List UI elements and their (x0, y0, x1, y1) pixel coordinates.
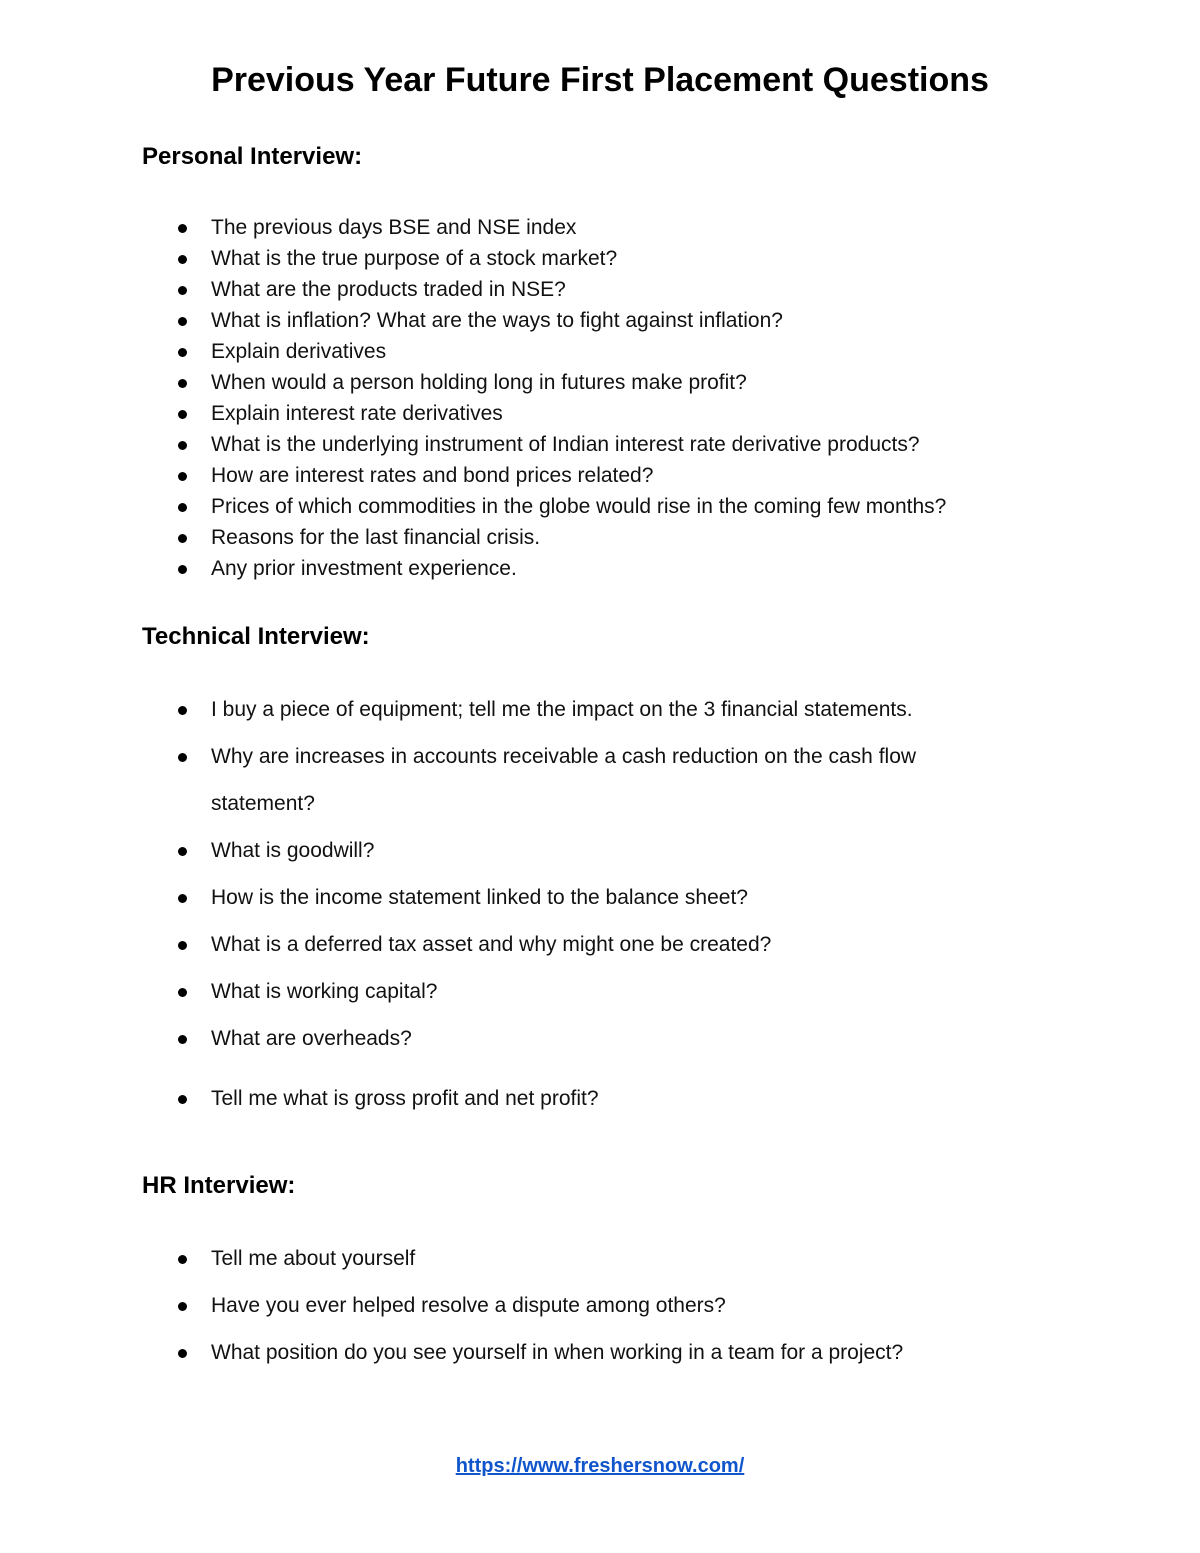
bullet-icon (178, 348, 187, 357)
section-heading-personal: Personal Interview: (142, 143, 363, 170)
list-item: What are overheads? (0, 1015, 1000, 1062)
list-item: What is a deferred tax asset and why might one be created? (0, 921, 1000, 968)
list-item: Tell me about yourself (0, 1235, 1100, 1282)
page-title: Previous Year Future First Placement Questions (211, 61, 989, 99)
hr-question-list (0, 1235, 1100, 1376)
list-item: What are the products traded in NSE? (0, 276, 1100, 307)
bullet-icon (178, 534, 187, 543)
bullet-icon (178, 1095, 187, 1104)
list-item: Have you ever helped resolve a dispute among others? (0, 1282, 1100, 1329)
list-item: I buy a piece of equipment; tell me the impact on the 3 financial statements. (0, 686, 1000, 733)
bullet-icon (178, 286, 187, 295)
bullet-icon (178, 379, 187, 388)
footer-link[interactable]: https://www.freshersnow.com/ (455, 1455, 745, 1477)
list-item: What position do you see yourself in when working in a team for a project? (0, 1329, 1100, 1376)
section-heading-technical: Technical Interview: (142, 623, 370, 650)
bullet-icon (178, 441, 187, 450)
list-item: Reasons for the last financial crisis. (0, 524, 1100, 555)
list-item: Tell me what is gross profit and net profit? (0, 1075, 1000, 1122)
list-item: The previous days BSE and NSE index (0, 214, 1100, 245)
bullet-icon (178, 706, 187, 715)
bullet-icon (178, 565, 187, 574)
list-item: Explain interest rate derivatives (0, 400, 1100, 431)
list-item: What is working capital? (0, 968, 1000, 1015)
bullet-icon (178, 941, 187, 950)
list-item: Why are increases in accounts receivable a cash reduction on the cash flow statement? (0, 733, 1000, 827)
bullet-icon (178, 503, 187, 512)
bullet-icon (178, 753, 187, 762)
bullet-icon (178, 410, 187, 419)
list-item: What is inflation? What are the ways to fight against inflation? (0, 307, 1100, 338)
section-heading-hr: HR Interview: (142, 1172, 296, 1199)
list-item: How are interest rates and bond prices related? (0, 462, 1100, 493)
bullet-icon (178, 472, 187, 481)
bullet-icon (178, 1302, 187, 1311)
bullet-icon (178, 224, 187, 233)
technical-question-list (0, 686, 1000, 1122)
list-item: When would a person holding long in futures make profit? (0, 369, 1100, 400)
list-item: Any prior investment experience. (0, 555, 1100, 586)
list-item: What is the true purpose of a stock market? (0, 245, 1100, 276)
personal-question-list (0, 214, 1100, 586)
bullet-icon (178, 255, 187, 264)
bullet-icon (178, 1349, 187, 1358)
bullet-icon (178, 894, 187, 903)
list-item: How is the income statement linked to the balance sheet? (0, 874, 1000, 921)
bullet-icon (178, 847, 187, 856)
bullet-icon (178, 1255, 187, 1264)
list-item: What is the underlying instrument of Indian interest rate derivative products? (0, 431, 1100, 462)
list-item: Explain derivatives (0, 338, 1100, 369)
list-item: What is goodwill? (0, 827, 1000, 874)
bullet-icon (178, 1035, 187, 1044)
list-item: Prices of which commodities in the globe would rise in the coming few months? (0, 493, 1100, 524)
footer (0, 1452, 1200, 1480)
bullet-icon (178, 317, 187, 326)
bullet-icon (178, 988, 187, 997)
